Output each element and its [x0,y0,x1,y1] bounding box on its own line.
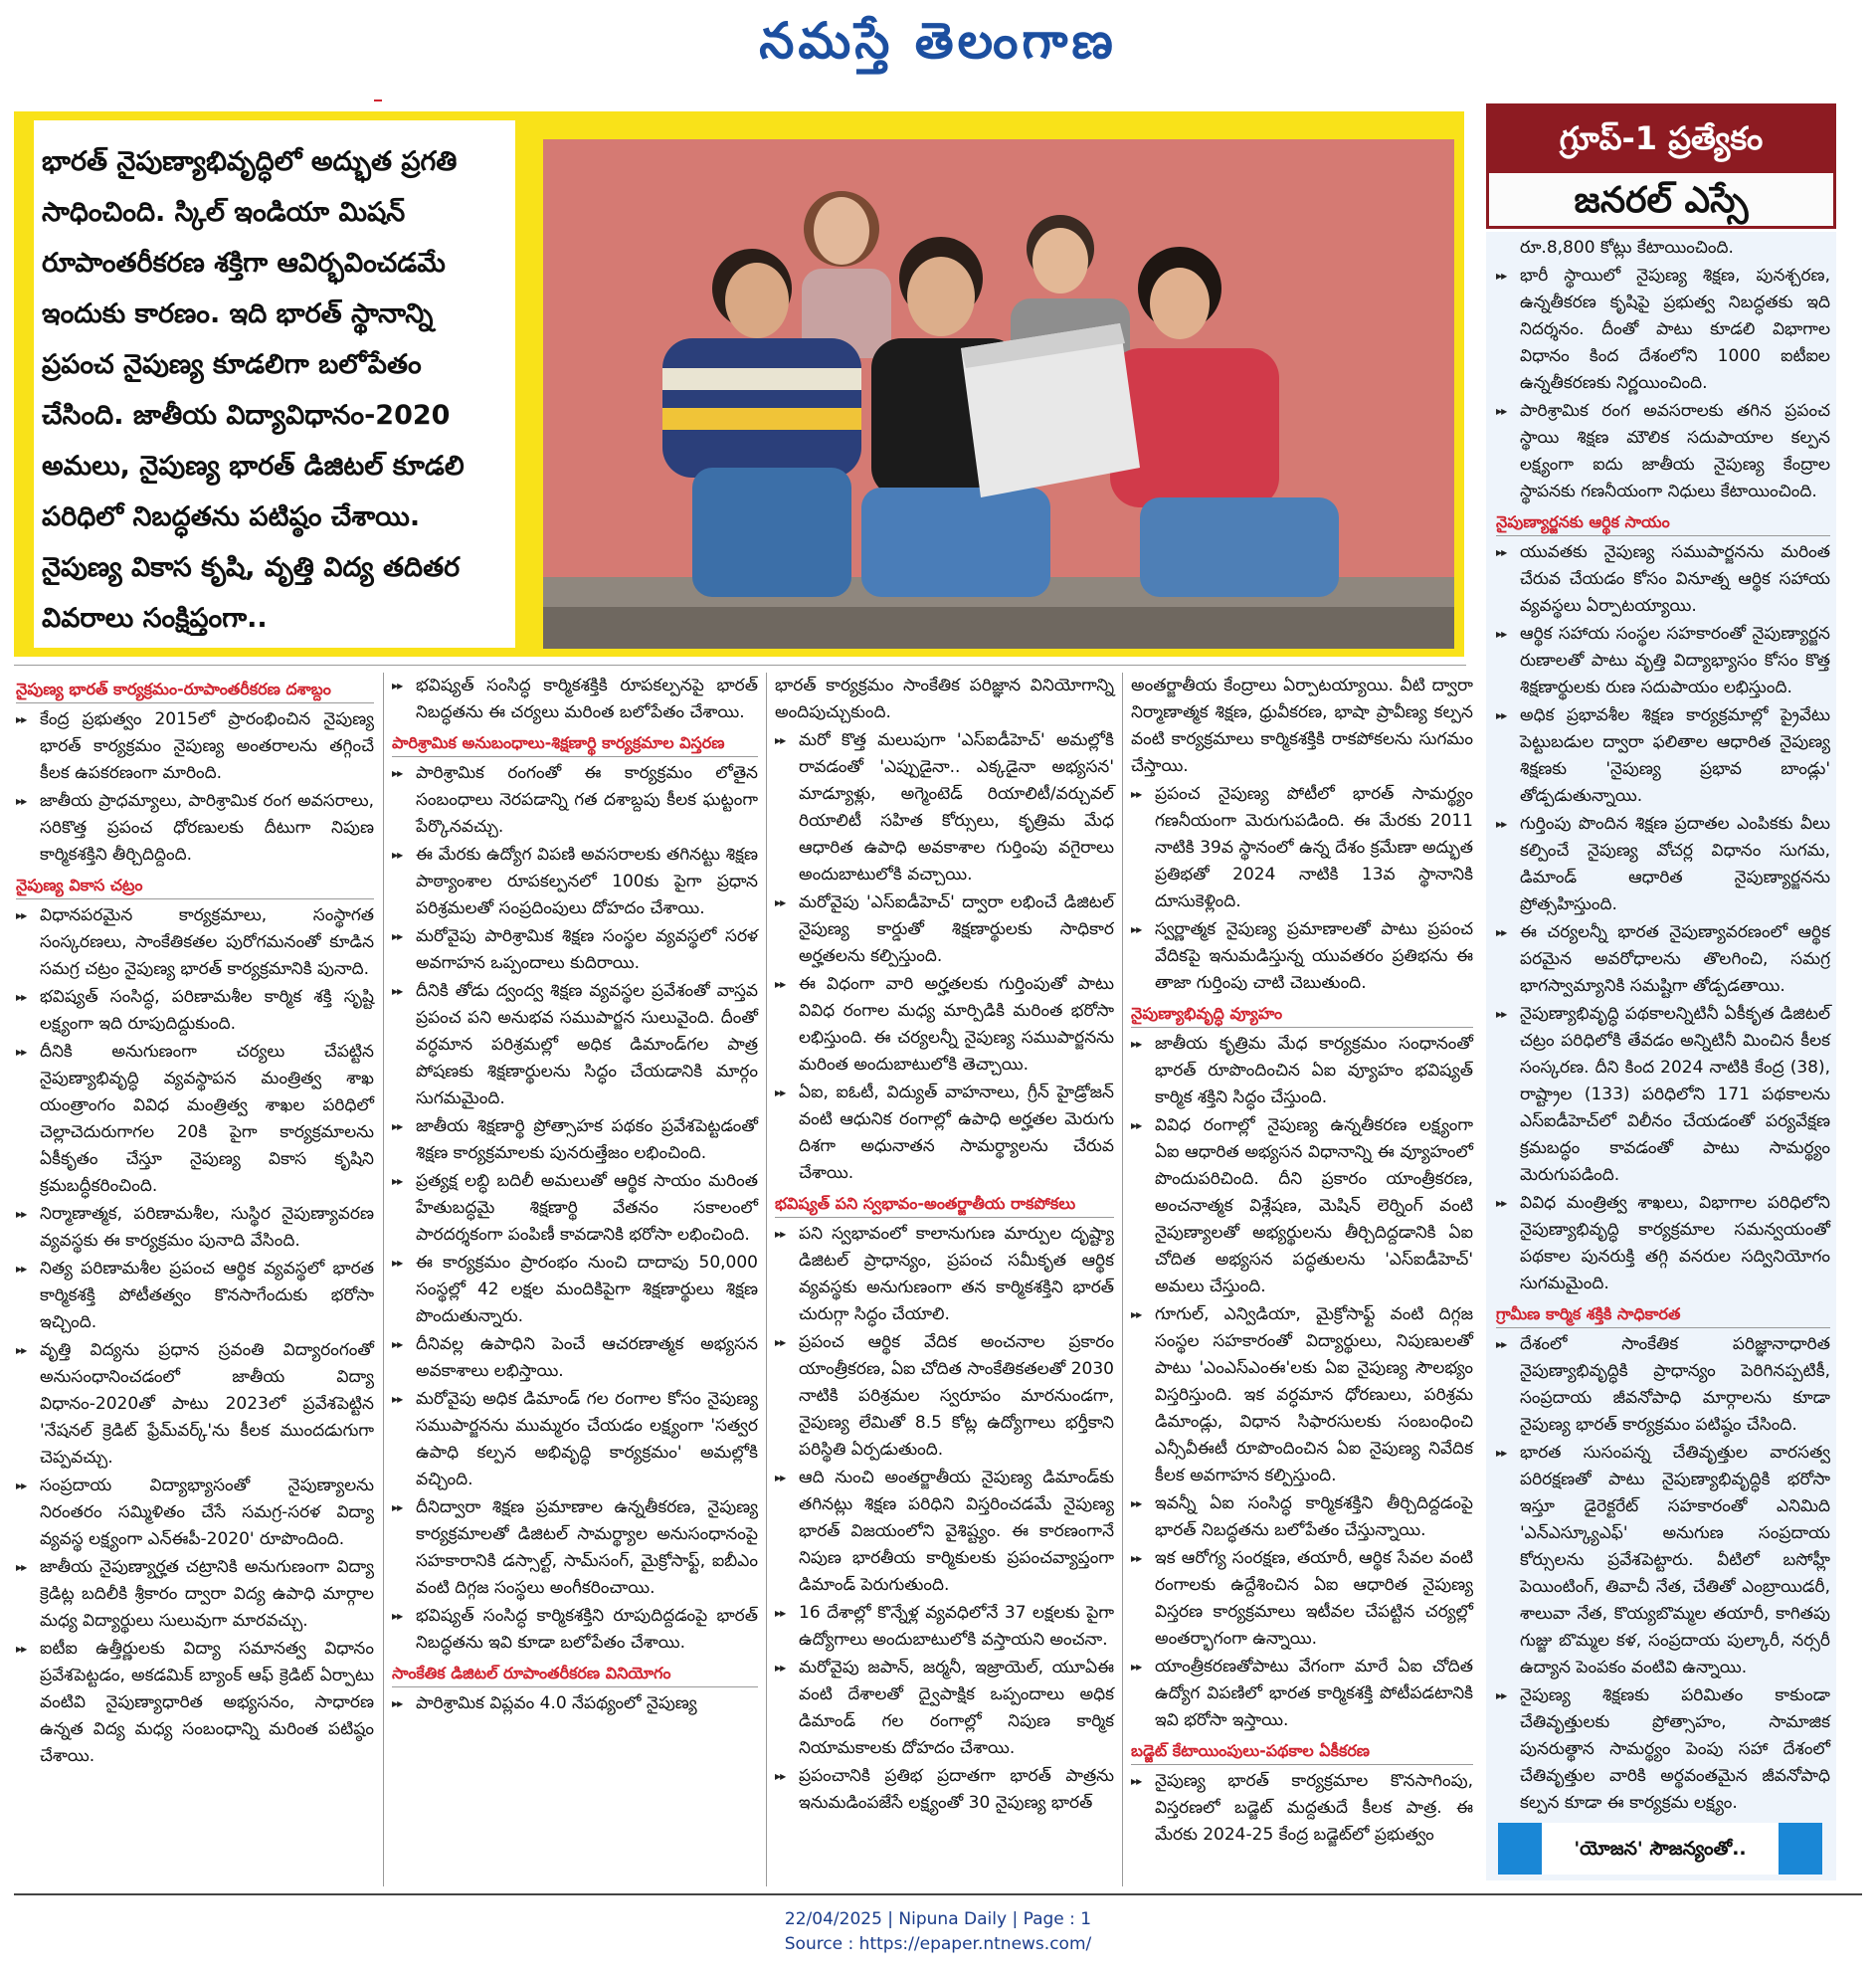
subheading: నైపుణ్యార్జనకు ఆర్థిక సాయం [1496,509,1830,536]
bullet-paragraph: ▶▶ ఈ విధంగా వారి అర్హతలకు గుర్తింపుతో పాటు వివిధ రంగాల మధ్య మార్పిడికి మరింత భరోసా లభిస్తుంది. ఈ చర్యలన్నీ నైపుణ్య సముపార్జనను మరింత అందుబాటులోకి తెచ్చాయి. [775,971,1114,1079]
credit-text: 'యోజన' సౌజన్యంతో.. [1574,1838,1747,1860]
footer-source-link[interactable]: Source : https://epaper.ntnews.com/ [784,1934,1092,1954]
bullet-paragraph: ▶▶ నైపుణ్య భారత్ కార్యక్రమాల కొనసాగింపు, విస్తరణలో బడ్జెట్ మద్దతుదే కీలక పాత్ర. ఈ మేరకు 2024-25 కేంద్ర బడ్జెట్‌లో ప్రభుత్వం [1131,1768,1473,1849]
bullet-paragraph: ▶▶ కేంద్ర ప్రభుత్వం 2015లో ప్రారంభించిన నైపుణ్య భారత్ కార్యక్రమం నైపుణ్య అంతరాలను తగ్గించే కీలక ఉపకరణంగా మారింది. [16,706,374,787]
bullet-paragraph: ▶▶ వివిధ రంగాల్లో నైపుణ్య ఉన్నతీకరణ లక్ష్యంగా ఏఐ ఆధారిత అభ్యసన విధానాన్ని ఈ వ్యూహంలో పొందుపరిచింది. దీని ప్రకారం యాంత్రీకరణ, అంచనాత్మక విశ్లేషణ, మెషిన్ లెర్నింగ్ వంటి నైపుణ్యాలతో అభ్యర్థులను తీర్చిదిద్దడానికి ఏఐ చోదిత అభ్యసన పద్ధతులను 'ఎస్ఐడీహెచ్' అమలు చేస్తుంది. [1131,1112,1473,1300]
bullet-paragraph: ▶▶ జాతీయ నైపుణ్యార్హత చట్రానికి అనుగుణంగా విద్యా క్రెడిట్ల బదిలీకి శ్రీకారం ద్వారా విద్య ఉపాధి మార్గాల మధ్య విద్యార్థులు సులువుగా మారవచ్చు. [16,1554,374,1635]
subheading: నైపుణ్య వికాస చట్రం [16,873,374,899]
bullet-paragraph: ▶▶ నైపుణ్యాభివృద్ధి పథకాలన్నిటినీ ఏకీకృత డిజిటల్ చట్రం పరిధిలోకి తేవడం అన్నిటినీ మించిన కీలక సంస్కరణ. దీని కింద 2024 నాటికి కేంద్ర (38), రాష్ట్రాల (133) పరిధిలోని 171 పథకాలను ఎస్ఐడీహెచ్‌లో విలీనం చేయడంతో పర్యవేక్షణ క్రమబద్ధం కావడంతో పాటు సామర్థ్యం మెరుగుపడింది. [1496,1001,1830,1189]
bullet-paragraph: ▶▶ గుర్తింపు పొందిన శిక్షణ ప్రదాతల ఎంపికకు వీలు కల్పించే నైపుణ్య వోచర్ల విధానం సుగమ, డిమాండ్ ఆధారిత నైపుణ్యార్జనను ప్రోత్సహిస్తుంది. [1496,811,1830,918]
column-divider-1 [383,673,384,1886]
footer-date-line: 22/04/2025 | Nipuna Daily | Page : 1 [784,1909,1092,1929]
subheading: భవిష్యత్ పని స్వభావం-అంతర్జాతీయ రాకపోకలు [775,1191,1114,1218]
bullet-paragraph: ▶▶ యాంత్రీకరణతోపాటు వేగంగా మారే ఏఐ చోదిత ఉద్యోగ విపణిలో భారత కార్మికశక్తి పోటీపడటానికి ఇవి భరోసా ఇస్తాయి. [1131,1654,1473,1734]
newspaper-masthead: నమస్తే తెలంగాణ [759,12,1117,70]
credit-square-right [1779,1823,1822,1875]
continued-paragraph: భారత్ కార్యక్రమం సాంకేతిక పరిజ్ఞాన వినియోగాన్ని అందిపుచ్చుకుంది. [775,676,1114,722]
subheading: బడ్జెట్ కేటాయింపులు-పథకాల ఏకీకరణ [1131,1738,1473,1765]
article-column-4 [1131,673,1473,1850]
bullet-paragraph: ▶▶ మరోవైపు జపాన్, జర్మనీ, ఇజ్రాయెల్, యూఏఈ వంటి దేశాలతో ద్వైపాక్షిక ఒప్పందాలు అధిక డిమాండ్ గల రంగాల్లో నిపుణ కార్మిక నియామకాలకు దోహదం చేశాయి. [775,1655,1114,1762]
bullet-paragraph: ▶▶ ప్రపంచ ఆర్థిక వేదిక అంచనాల ప్రకారం యాంత్రీకరణ, ఏఐ చోదిత సాంకేతికతలతో 2030 నాటికి పరిశ్రమల స్వరూపం మారనుండగా, నైపుణ్య లేమితో 8.5 కోట్ల ఉద్యోగాలు భర్తీకాని పరిస్థితి ఏర్పడుతుంది. [775,1329,1114,1464]
bullet-paragraph: ▶▶ ఇక ఆరోగ్య సంరక్షణ, తయారీ, ఆర్థిక సేవల వంటి రంగాలకు ఉద్దేశించిన ఏఐ ఆధారిత నైపుణ్య విస్తరణ కార్యక్రమాలు ఇటీవల చేపట్టిన చర్యల్లో అంతర్భాగంగా ఉన్నాయి. [1131,1545,1473,1653]
subheading: సాంకేతిక డిజిటల్ రూపాంతరీకరణ వినియోగం [392,1661,758,1687]
bullet-paragraph: ▶▶ నిర్మాణాత్మక, పరిణామశీల, సుస్థిర నైపుణ్యావరణ వ్యవస్థకు ఈ కార్యక్రమం పునాది వేసింది. [16,1201,374,1255]
bullet-paragraph: ▶▶ దీనికి అనుగుణంగా చర్యలు చేపట్టిన నైపుణ్యాభివృద్ధి వ్యవస్థాపన మంత్రిత్వ శాఖ యంత్రాంగం వివిధ మంత్రిత్వ శాఖల పరిధిలో చెల్లాచెదురుగాగల 20కి పైగా కార్యక్రమాలను ఏకీకృతం చేస్తూ నైపుణ్య వికాస కృషిని క్రమబద్ధీకరించింది. [16,1039,374,1200]
bullet-paragraph: ▶▶ జాతీయ ప్రాధమ్యాలు, పారిశ్రామిక రంగ అవసరాలు, సరికొత్త ప్రపంచ ధోరణులకు దీటుగా నిపుణ కార్మికశక్తిని తీర్చిదిద్దింది. [16,788,374,869]
bullet-paragraph: ▶▶ ఆది నుంచి అంతర్జాతీయ నైపుణ్య డిమాండ్‌కు తగినట్లు శిక్షణ పరిధిని విస్తరించడమే నైపుణ్య భారత్ విజయంలోని వైశిష్ట్యం. ఈ కారణంగానే నిపుణ భారతీయ కార్మికులకు ప్రపంచవ్యాప్తంగా డిమాండ్ పెరుగుతుంది. [775,1465,1114,1599]
bullet-paragraph: ▶▶ భవిష్యత్ సంసిద్ధ కార్మికశక్తికి రూపకల్పనపై భారత్ నిబద్ధతను ఈ చర్యలు మరింత బలోపేతం చేశాయి. [392,673,758,726]
credit-square-left [1498,1823,1542,1875]
bullet-paragraph: ▶▶ ఐటీఐ ఉత్తీర్ణులకు విద్యా సమానత్వ విధానం ప్రవేశపెట్టడం, అకడమిక్ బ్యాంక్ ఆఫ్ క్రెడిట్ ఏర్పాటు వంటివి నైపుణ్యాధారిత అభ్యసనం, సాధారణ ఉన్నత విద్య మధ్య సంబంధాన్ని మరింత పటిష్ఠం చేశాయి. [16,1636,374,1770]
article-column-5 [1496,235,1830,1818]
bullet-paragraph: ▶▶ వృత్తి విద్యను ప్రధాన స్రవంతి విద్యారంగంతో అనుసంధానించడంలో జాతీయ విద్యా విధానం-2020తో పాటు 2023లో ప్రవేశపెట్టిన 'నేషనల్ క్రెడిట్ ఫ్రేమ్‌వర్క్'ను కీలక ముందడుగుగా చెప్పవచ్చు. [16,1337,374,1472]
bullet-paragraph: ▶▶ దేశంలో సాంకేతిక పరిజ్ఞానాధారిత నైపుణ్యాభివృద్ధికి ప్రాధాన్యం పెరిగినప్పటికీ, సంప్రదాయ జీవనోపాధి మార్గాలను కూడా నైపుణ్య భారత్ కార్యక్రమం పటిష్ఠం చేసింది. [1496,1331,1830,1439]
bullet-paragraph: ▶▶ పారిశ్రామిక విప్లవం 4.0 నేపథ్యంలో నైపుణ్య [392,1690,758,1717]
bullet-paragraph: ▶▶ సంప్రదాయ విద్యాభ్యాసంతో నైపుణ్యాలను నిరంతరం సమ్మిళితం చేసే సమగ్ర-సరళ విద్యా వ్యవస్థ లక్ష్యంగా ఎన్ఈపీ-2020' రూపొందింది. [16,1473,374,1553]
bullet-paragraph: ▶▶ నిత్య పరిణామశీల ప్రపంచ ఆర్థిక వ్యవస్థలో భారత కార్మికశక్తి పోటీతత్వం కొనసాగేందుకు భరోసా ఇచ్చింది. [16,1256,374,1336]
bullet-paragraph: ▶▶ ప్రత్యక్ష లబ్ధి బదిలీ అమలుతో ఆర్థిక సాయం మరింత హేతుబద్ధమై శిక్షణార్థి వేతనం సకాలంలో పారదర్శకంగా పంపిణీ కావడానికి భరోసా లభించింది. [392,1168,758,1249]
subheading: గ్రామీణ కార్మిక శక్తికి సాధికారత [1496,1301,1830,1328]
students-with-laptop-photo [543,139,1454,649]
red-marker [374,99,382,101]
subheading: నైపుణ్యాభివృద్ధి వ్యూహం [1131,1001,1473,1028]
bullet-paragraph: ▶▶ గూగుల్, ఎన్విడియా, మైక్రోసాఫ్ట్ వంటి దిగ్గజ సంస్థల సహకారంతో విద్యార్థులు, నిపుణులతో పాటు 'ఎంఎస్ఎంఈ'లకు ఏఐ నైపుణ్య సౌలభ్యం విస్తరిస్తుంది. ఇక వర్ధమాన ధోరణులు, పరిశ్రమ డిమాండ్లు, విధాన సిఫారసులకు సంబంధించి ఎన్సీవీఈటీ రూపొందించిన ఏఐ నైపుణ్య నివేదిక కీలక అవగాహన కల్పిస్తుంది. [1131,1301,1473,1489]
bullet-paragraph: ▶▶ అధిక ప్రభావశీల శిక్షణ కార్యక్రమాల్లో ప్రైవేటు పెట్టుబడుల ద్వారా ఫలితాల ఆధారిత నైపుణ్య శిక్షణకు 'నైపుణ్య ప్రభావ బాండ్లు' తోడ్పడుతున్నాయి. [1496,702,1830,810]
subheading: నైపుణ్య భారత్ కార్యక్రమం-రూపాంతరీకరణ దశాబ్దం [16,677,374,703]
bullet-paragraph: ▶▶ మరోవైపు అధిక డిమాండ్ గల రంగాల కోసం నైపుణ్య సముపార్జనను ముమ్మరం చేయడం లక్ష్యంగా 'సత్వర ఉపాధి కల్పన అభివృద్ధి కార్యక్రమం' అమల్లోకి వచ్చింది. [392,1386,758,1493]
continued-paragraph: రూ.8,800 కోట్లు కేటాయించింది. [1520,238,1734,258]
bullet-paragraph: ▶▶ స్వర్ణాత్మక నైపుణ్య ప్రమాణాలతో పాటు ప్రపంచ వేదికపై ఇనుమడిస్తున్న యువతరం ప్రతిభను ఈ తాజా గుర్తింపు చాటి చెబుతుంది. [1131,916,1473,997]
bullet-paragraph: ▶▶ ఈ మేరకు ఉద్యోగ విపణి అవసరాలకు తగినట్టు శిక్షణ పాఠ్యాంశాల రూపకల్పనలో 100కు పైగా ప్రధాన పరిశ్రమలతో సంప్రదింపులు దోహదం చేశాయి. [392,842,758,922]
bullet-paragraph: ▶▶ ఇవన్నీ ఏఐ సంసిద్ధ కార్మికశక్తిని తీర్చిదిద్దడంపై భారత్ నిబద్ధతను బలోపేతం చేస్తున్నాయి. [1131,1490,1473,1544]
bullet-paragraph: ▶▶ యువతకు నైపుణ్య సముపార్జనను మరింత చేరువ చేయడం కోసం వినూత్న ఆర్థిక సహాయ వ్యవస్థలు ఏర్పాటయ్యాయి. [1496,539,1830,620]
bullet-paragraph: ▶▶ పారిశ్రామిక రంగ అవసరాలకు తగిన ప్రపంచ స్థాయి శిక్షణ మౌలిక సదుపాయాల కల్పన లక్ష్యంగా ఐదు జాతీయ నైపుణ్య కేంద్రాల స్థాపనకు గణనీయంగా నిధులు కేటాయించింది. [1496,398,1830,505]
bullet-paragraph: ▶▶ భారీ స్థాయిలో నైపుణ్య శిక్షణ, పునశ్చరణ, ఉన్నతీకరణ కృషిపై ప్రభుత్వ నిబద్ధతకు ఇది నిదర్శనం. దీంతో పాటు కూడలి విభాగాల విధానం కింద దేశంలోని 1000 ఐటీఐల ఉన్నతీకరణకు నిర్ణయించింది. [1496,263,1830,397]
bullet-paragraph: ▶▶ మరోవైపు 'ఎస్ఐడీహెచ్' ద్వారా లభించే డిజిటల్ నైపుణ్య కార్డుతో శిక్షణార్థులకు సాధికార అర్హతలను కల్పిస్తుంది. [775,889,1114,970]
article-column-2 [392,673,758,1718]
bullet-paragraph: ▶▶ పని స్వభావంలో కాలానుగుణ మార్పుల దృష్ట్యా డిజిటల్ ప్రాధాన్యం, ప్రపంచ సమీకృత ఆర్థిక వ్యవస్థకు అనుగుణంగా తన కార్మికశక్తిని భారత్ చురుగ్గా సిద్ధం చేయాలి. [775,1221,1114,1328]
bullet-paragraph: ▶▶ ఈ చర్యలన్నీ భారత నైపుణ్యావరణంలో ఆర్థిక పరమైన అవరోధాలను తొలగించి, సమగ్ర భాగస్వామ్యానికి సమష్టిగా తోడ్పడతాయి. [1496,919,1830,1000]
bullet-paragraph: ▶▶ భారత సుసంపన్న చేతివృత్తుల వారసత్వ పరిరక్షణతో పాటు నైపుణ్యాభివృద్ధికి భరోసా ఇస్తూ డైరెక్టరేట్ సహకారంతో ఎనిమిది 'ఎన్ఎస్క్యూఎఫ్' అనుగుణ సంప్రదాయ కోర్సులను ప్రవేశపెట్టారు. వీటిలో బసోహ్లీ పెయింటింగ్, తివాచీ నేత, చేతితో ఎంబ్రాయిడరీ, శాలువా నేత, కొయ్యబొమ్మల తయారీ, కాగితపు గుజ్జు బొమ్మల కళ, సంప్రదాయ పుల్కారీ, నర్సరీ ఉద్యాన పెంపకం వంటివి ఉన్నాయి. [1496,1440,1830,1681]
bullet-paragraph: ▶▶ భవిష్యత్ సంసిద్ధ, పరిణామశీల కార్మిక శక్తి సృష్టి లక్ష్యంగా ఇది రూపుదిద్దుకుంది. [16,984,374,1038]
bullet-paragraph: ▶▶ ప్రపంచ నైపుణ్య పోటీలో భారత్ సామర్థ్యం గణనీయంగా మెరుగుపడింది. ఈ మేరకు 2011 నాటికి 39వ స్థానంలో ఉన్న దేశం క్రమేణా అద్భుత ప్రతిభతో 2024 నాటికి 13వ స్థానానికి దూసుకెళ్లింది. [1131,781,1473,915]
article-column-1 [16,673,374,1771]
bullet-paragraph: ▶▶ దీనివల్ల ఉపాధిని పెంచే ఆచరణాత్మక అభ్యసన అవకాశాలు లభిస్తాయి. [392,1331,758,1385]
bullet-paragraph: ▶▶ వివిధ మంత్రిత్వ శాఖలు, విభాగాల పరిధిలోని నైపుణ్యాభివృద్ధి కార్యక్రమాల సమన్వయంతో పథకాల పునరుక్తి తగ్గి వనరుల సద్వినియోగం సుగమమైంది. [1496,1190,1830,1297]
subheading: పారిశ్రామిక అనుబంధాలు-శిక్షణార్థి కార్యక్రమాల విస్తరణ [392,730,758,757]
section-title: జనరల్ ఎస్సే [1486,173,1836,229]
bullet-paragraph: ▶▶ మరోవైపు పారిశ్రామిక శిక్షణ సంస్థల వ్యవస్థలో సరళ అవగాహన ఒప్పందాలు కుదిరాయి. [392,923,758,977]
bullet-paragraph: ▶▶ జాతీయ కృత్రిమ మేధ కార్యక్రమం సంధానంతో భారత్ రూపొందించిన ఏఐ వ్యూహం భవిష్యత్ కార్మిక శక్తిని సిద్ధం చేస్తుంది. [1131,1031,1473,1111]
bullet-paragraph: ▶▶ భవిష్యత్ సంసిద్ధ కార్మికశక్తిని రూపుదిద్దడంపై భారత్ నిబద్ధతను ఇవి కూడా బలోపేతం చేశాయి. [392,1603,758,1657]
column-divider-2 [766,673,767,1886]
bullet-paragraph: ▶▶ దీనికి తోడు ద్వంద్వ శిక్షణ వ్యవస్థల ప్రవేశంతో వాస్తవ ప్రపంచ పని అనుభవ సముపార్జన సులువైంది. దీంతో వర్ధమాన పరిశ్రమల్లో అధిక డిమాండ్‌గల పాత్ర పోషణకు శిక్షణార్థులను సిద్ధం చేయడానికి మార్గం సుగమమైంది. [392,978,758,1112]
bullet-paragraph: ▶▶ మరో కొత్త మలుపుగా 'ఎస్ఐడీహెచ్' అమల్లోకి రావడంతో 'ఎప్పుడైనా.. ఎక్కడైనా అభ్యసన' మాడ్యూళ్లు, అగ్మెంటెడ్ రియాలిటీ/వర్చువల్ రియాలిటీ సహిత కోర్సులు, కృత్రిమ మేధ ఆధారిత ఉపాధి అవకాశాల గుర్తింపు వగైరాలు అందుబాటులోకి వచ్చాయి. [775,727,1114,889]
bullet-paragraph: ▶▶ 16 దేశాల్లో కొన్నేళ్ల వ్యవధిలోనే 37 లక్షలకు పైగా ఉద్యోగాలు అందుబాటులోకి వస్తాయని అంచనా. [775,1600,1114,1654]
bullet-paragraph: ▶▶ ఈ కార్యక్రమం ప్రారంభం నుంచి దాదాపు 50,000 సంస్థల్లో 42 లక్షల మందికిపైగా శిక్షణార్థులు శిక్షణ పొందుతున్నారు. [392,1250,758,1330]
footer-divider [14,1893,1862,1895]
intro-text: భారత్ నైపుణ్యాభివృద్ధిలో అద్భుత ప్రగతి సాధించింది. స్కిల్ ఇండియా మిషన్ రూపాంతరీకరణ శక్తిగా ఆవిర్భవించడమే ఇందుకు కారణం. ఇది భారత్ స్థానాన్ని ప్రపంచ నైపుణ్య కూడలిగా బలోపేతం చేసింది. జాతీయ విద్యావిధానం-2020 అమలు, నైపుణ్య భారత్ డిజిటల్ కూడలి పరిధిలో నిబద్ధతను పటిష్ఠం చేశాయి. నైపుణ్య వికాస కృషి, వృత్తి విద్య తదితర వివరాలు సంక్షిప్తంగా.. [42,146,465,634]
article-column-3 [775,673,1114,1818]
bullet-paragraph: ▶▶ జాతీయ శిక్షణార్థి ప్రోత్సాహక పథకం ప్రవేశపెట్టడంతో శిక్షణ కార్యక్రమాలకు పునరుత్తేజం లభించింది. [392,1113,758,1167]
bullet-paragraph: ▶▶ విధానపరమైన కార్యక్రమాలు, సంస్థాగత సంస్కరణలు, సాంకేతికతల పురోగమనంతో కూడిన సమగ్ర చట్రం నైపుణ్య భారత్ కార్యక్రమానికి పునాది. [16,902,374,983]
series-banner: గ్రూప్-1 ప్రత్యేకం [1486,103,1836,173]
bullet-paragraph: ▶▶ ఆర్థిక సహాయ సంస్థల సహకారంతో నైపుణ్యార్జన రుణాలతో పాటు వృత్తి విద్యాభ్యాసం కోసం కొత్త శిక్షణార్థులకు రుణ సదుపాయం లభిస్తుంది. [1496,621,1830,701]
bullet-paragraph: ▶▶ ప్రపంచానికి ప్రతిభ ప్రదాతగా భారత్ పాత్రను ఇనుమడింపజేసే లక్ష్యంతో 30 నైపుణ్య భారత్ [775,1763,1114,1817]
bullet-paragraph: ▶▶ దీనిద్వారా శిక్షణ ప్రమాణాల ఉన్నతీకరణ, నైపుణ్య కార్యక్రమాలతో డిజిటల్ సామర్థ్యాల అనుసంధానంపై సహకారానికి డస్సాల్ట్, సామ్‌సంగ్, మైక్రోసాఫ్ట్, ఐబీఎం వంటి దిగ్గజ సంస్థలు అంగీకరించాయి. [392,1494,758,1602]
bullet-paragraph: ▶▶ ఏఐ, ఐఓటీ, విద్యుత్ వాహనాలు, గ్రీన్ హైడ్రోజన్ వంటి ఆధునిక రంగాల్లో ఉపాధి అర్హతల మెరుగు దిశగా అధునాతన సామర్థ్యాలను చేరువ చేశాయి. [775,1080,1114,1187]
bullet-paragraph: ▶▶ నైపుణ్య శిక్షణకు పరిమితం కాకుండా చేతివృత్తులకు ప్రోత్సాహం, సామాజిక పునరుత్థాన సామర్థ్యం పెంపు సహా దేశంలో చేతివృత్తుల వారికి అర్థవంతమైన జీవనోపాధి కల్పన కూడా ఈ కార్యక్రమ లక్ష్యం. [1496,1682,1830,1817]
bullet-paragraph: ▶▶ పారిశ్రామిక రంగంతో ఈ కార్యక్రమం లోతైన సంబంధాలు నెరపడాన్ని గత దశాబ్దపు కీలక ఘట్టంగా పేర్కొనవచ్చు. [392,760,758,841]
photo-illustration [543,139,1454,649]
continued-paragraph: అంతర్జాతీయ కేంద్రాలు ఏర్పాటయ్యాయి. వీటి ద్వారా నిర్మాణాత్మక శిక్షణ, ధ్రువీకరణ, భాషా ప్రావీణ్య కల్పన వంటి కార్యక్రమాలు కార్మికశక్తికి రాకపోకలను సుగమం చేస్తాయి. [1131,676,1473,776]
top-divider [14,665,1466,666]
column-divider-3 [1122,673,1123,1886]
